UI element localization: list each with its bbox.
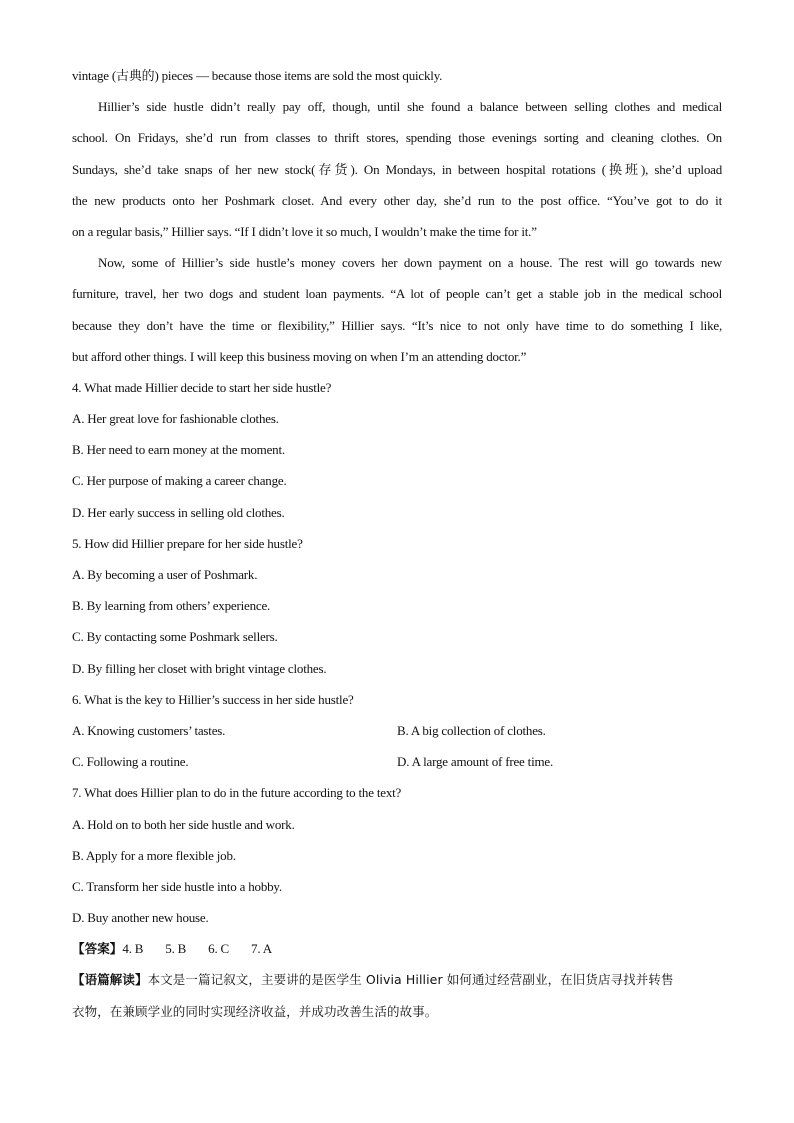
question-stem: 4. What made Hillier decide to start her side hustle?: [72, 379, 332, 395]
option-d: D. A large amount of free time.: [397, 754, 554, 770]
passage-intro-line: vintage (古典的) pieces — because those items are sold the most quickly.: [72, 68, 443, 83]
option-b: B. Apply for a more flexible job.: [72, 847, 236, 863]
analysis-line-2: 衣物，在兼顾学业的同时实现经济收益，并成功改善生活的故事。: [72, 1003, 438, 1019]
answer-item: 5. B: [165, 941, 187, 957]
question-6: [72, 684, 722, 778]
option-a: A. Her great love for fashionable clothes.: [72, 411, 279, 427]
paragraph-line: the new products onto her Poshmark closet. And every other day, she’d run to the post office. “You’ve got to do it: [72, 192, 722, 208]
option-a: A. Hold on to both her side hustle and work.: [72, 816, 295, 832]
option-b: B. A big collection of clothes.: [397, 722, 546, 738]
option-d: D. By filling her closet with bright vintage clothes.: [72, 660, 327, 676]
question-stem: 5. How did Hillier prepare for her side hustle?: [72, 535, 303, 551]
option-a: A. By becoming a user of Poshmark.: [72, 567, 258, 582]
paragraph-line: furniture, travel, her two dogs and student loan payments. “A lot of people can’t get a stable job in the medical school: [72, 286, 722, 302]
option-a: A. Knowing customers’ tastes.: [72, 722, 226, 738]
option-c: C. Transform her side hustle into a hobby.: [72, 878, 282, 894]
question-7: [72, 777, 722, 933]
document-page: [72, 60, 722, 1027]
answer-line: [72, 933, 722, 964]
question-5: [72, 528, 722, 684]
passage-paragraph-1: [72, 91, 722, 247]
option-b: B. Her need to earn money at the moment.: [72, 442, 285, 458]
paragraph-line: Hillier’s side hustle didn’t really pay off, though, until she found a balance between selling clothes and medical: [98, 99, 722, 115]
paragraph-line: because they don’t have the time or flexibility,” Hillier says. “It’s nice to not only have time to do something I like,: [72, 317, 722, 333]
option-c: C. Following a routine.: [72, 754, 189, 770]
analysis-block: [72, 964, 722, 1026]
option-row: [72, 746, 722, 777]
option-c: C. By contacting some Poshmark sellers.: [72, 629, 278, 645]
answer-item: 7. A: [251, 941, 272, 957]
paragraph-line: Now, some of Hillier’s side hustle’s money covers her down payment on a house. The rest will go towards new: [98, 255, 722, 271]
answer-item: 6. C: [208, 941, 230, 957]
paragraph-line: on a regular basis,” Hillier says. “If I didn’t love it so much, I wouldn’t make the time for it.”: [72, 223, 537, 239]
question-stem: 7. What does Hillier plan to do in the future according to the text?: [72, 785, 402, 801]
question-stem: 6. What is the key to Hillier’s success in her side hustle?: [72, 691, 354, 707]
analysis-tag: 【语篇解读】: [72, 972, 148, 988]
option-d: D. Buy another new house.: [72, 910, 209, 926]
passage-paragraph-2: [72, 247, 722, 372]
question-4: [72, 372, 722, 528]
option-d: D. Her early success in selling old clothes.: [72, 504, 285, 520]
option-b: B. By learning from others’ experience.: [72, 598, 271, 614]
answer-tag: 【答案】: [72, 941, 123, 957]
analysis-line-1: [72, 964, 722, 995]
analysis-text: 本文是一篇记叙文，主要讲的是医学生 Olivia Hillier 如何通过经营副业，在旧货店寻找并转售: [147, 972, 674, 988]
option-row: [72, 715, 722, 746]
paragraph-line: but afford other things. I will keep this business moving on when I’m an attending doctor.”: [72, 348, 527, 364]
option-c: C. Her purpose of making a career change.: [72, 473, 287, 489]
paragraph-line: school. On Fridays, she’d run from classes to thrift stores, spending those evenings sorting and cleaning clothes. On: [72, 130, 722, 146]
paragraph-line: Sundays, she’d take snaps of her new stock(存货). On Mondays, in between hospital rotations (换班), she’d upload: [72, 161, 722, 177]
answer-item: 4. B: [122, 941, 144, 957]
